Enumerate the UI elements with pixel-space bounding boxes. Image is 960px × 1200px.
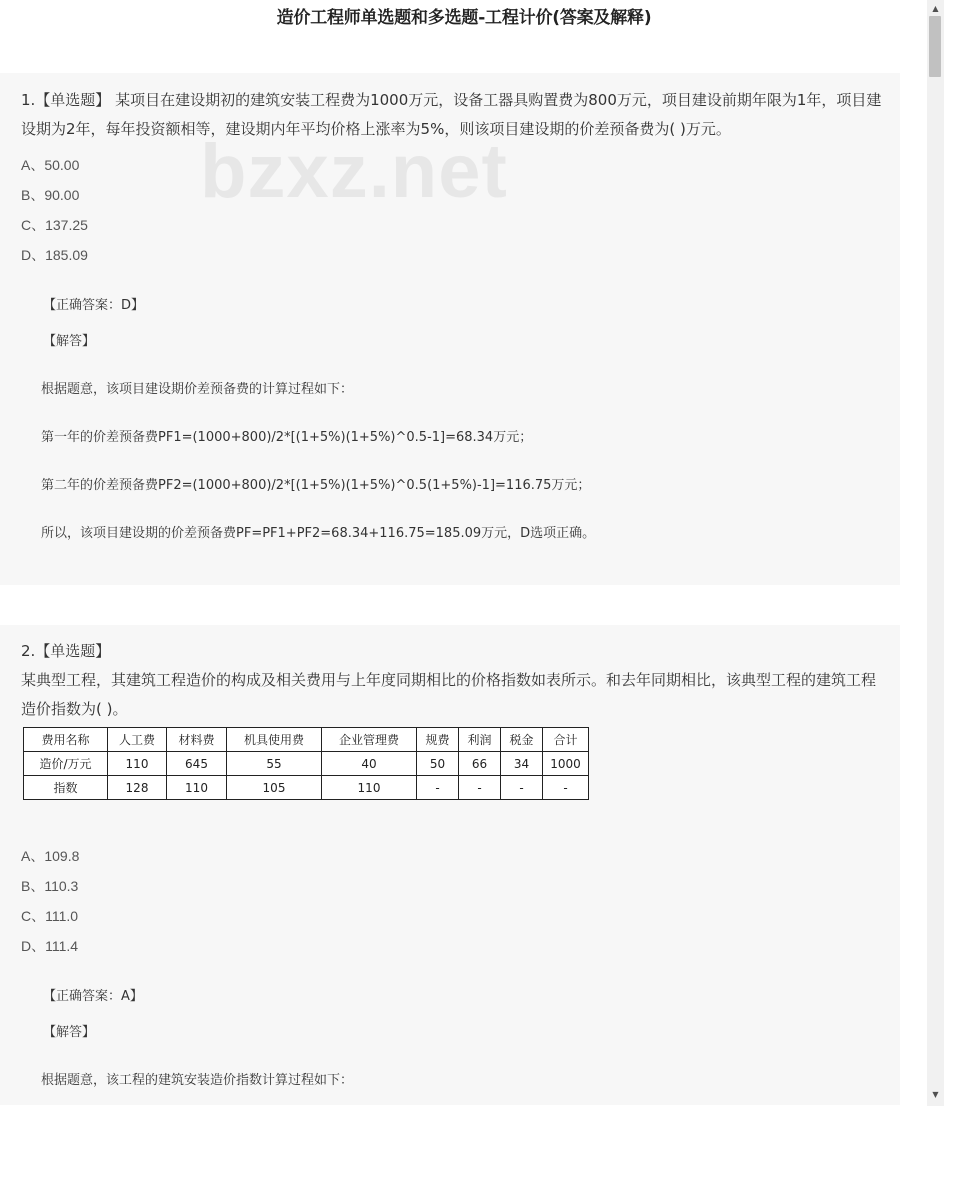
correct-answer: 【正确答案：D】 (43, 298, 145, 313)
option-b[interactable]: B、110.3 (21, 878, 79, 894)
table-cell: 1000 (543, 752, 589, 776)
explanation-line: 所以，该项目建设期的价差预备费PF=PF1+PF2=68.34+116.75=185.09万元，D选项正确。 (41, 526, 596, 541)
scrollbar-thumb[interactable] (929, 16, 941, 77)
table-cell: 造价/万元 (24, 752, 108, 776)
vertical-scrollbar[interactable] (927, 0, 944, 1106)
question-card-2 (0, 625, 900, 1105)
table-header-row (24, 728, 589, 752)
option-a[interactable]: A、50.00 (21, 157, 80, 173)
table-cell: 指数 (24, 776, 108, 800)
explanation-label: 【解答】 (43, 1025, 96, 1040)
cost-index-table (23, 727, 589, 800)
table-row (24, 752, 589, 776)
explanation-line: 根据题意，该工程的建筑安装造价指数计算过程如下： (41, 1073, 354, 1088)
option-c[interactable]: C、111.0 (21, 908, 79, 924)
table-cell: 55 (227, 752, 322, 776)
table-cell: 50 (417, 752, 459, 776)
option-d[interactable]: D、185.09 (21, 247, 88, 263)
explanation-label: 【解答】 (43, 334, 96, 349)
table-cell: - (501, 776, 543, 800)
table-cell: 110 (322, 776, 417, 800)
option-d[interactable]: D、111.4 (21, 938, 79, 954)
table-cell: - (417, 776, 459, 800)
explanation-line: 根据题意，该项目建设期价差预备费的计算过程如下： (41, 382, 354, 397)
table-cell: 企业管理费 (322, 728, 417, 752)
table-cell: 645 (167, 752, 227, 776)
table-cell: 66 (459, 752, 501, 776)
table-cell: 40 (322, 752, 417, 776)
question-stem: 1.【单选题】 某项目在建设期初的建筑安装工程费为1000万元，设备工器具购置费为800万元，项目建设前期年限为1年，项目建设期为2年，每年投资额相等，建设期内年平均价格上涨率为5%，则该项目建设期的价差预备费为( )万元。 (21, 91, 882, 138)
question-stem: 某典型工程，其建筑工程造价的构成及相关费用与上年度同期相比的价格指数如表所示。和去年同期相比，该典型工程的建筑工程造价指数为( )。 (21, 671, 877, 718)
page-title: 造价工程师单选题和多选题-工程计价(答案及解释) (276, 8, 652, 28)
correct-answer: 【正确答案：A】 (43, 989, 143, 1004)
table-cell: - (543, 776, 589, 800)
table-row (24, 776, 589, 800)
table-cell: 费用名称 (24, 728, 108, 752)
table-cell: - (459, 776, 501, 800)
question-heading: 2.【单选题】 (21, 642, 111, 660)
table-cell: 110 (167, 776, 227, 800)
explanation-line: 第二年的价差预备费PF2=(1000+800)/2*[(1+5%)(1+5%)^0.5(1+5%)-1]=116.75万元； (41, 478, 591, 493)
table-cell: 规费 (417, 728, 459, 752)
table-cell: 105 (227, 776, 322, 800)
table-cell: 机具使用费 (227, 728, 322, 752)
scroll-up-arrow-icon[interactable]: ▲ (932, 4, 939, 13)
watermark: bzxz.net (200, 129, 508, 214)
table-cell: 材料费 (167, 728, 227, 752)
table-cell: 人工费 (108, 728, 167, 752)
option-c[interactable]: C、137.25 (21, 217, 88, 233)
table-cell: 34 (501, 752, 543, 776)
option-b[interactable]: B、90.00 (21, 187, 80, 203)
option-a[interactable]: A、109.8 (21, 848, 80, 864)
table-cell: 利润 (459, 728, 501, 752)
scroll-down-arrow-icon[interactable]: ▼ (932, 1090, 939, 1099)
table-cell: 128 (108, 776, 167, 800)
table-cell: 110 (108, 752, 167, 776)
table-cell: 税金 (501, 728, 543, 752)
explanation-line: 第一年的价差预备费PF1=(1000+800)/2*[(1+5%)(1+5%)^0.5-1]=68.34万元； (41, 430, 533, 445)
table-cell: 合计 (543, 728, 589, 752)
